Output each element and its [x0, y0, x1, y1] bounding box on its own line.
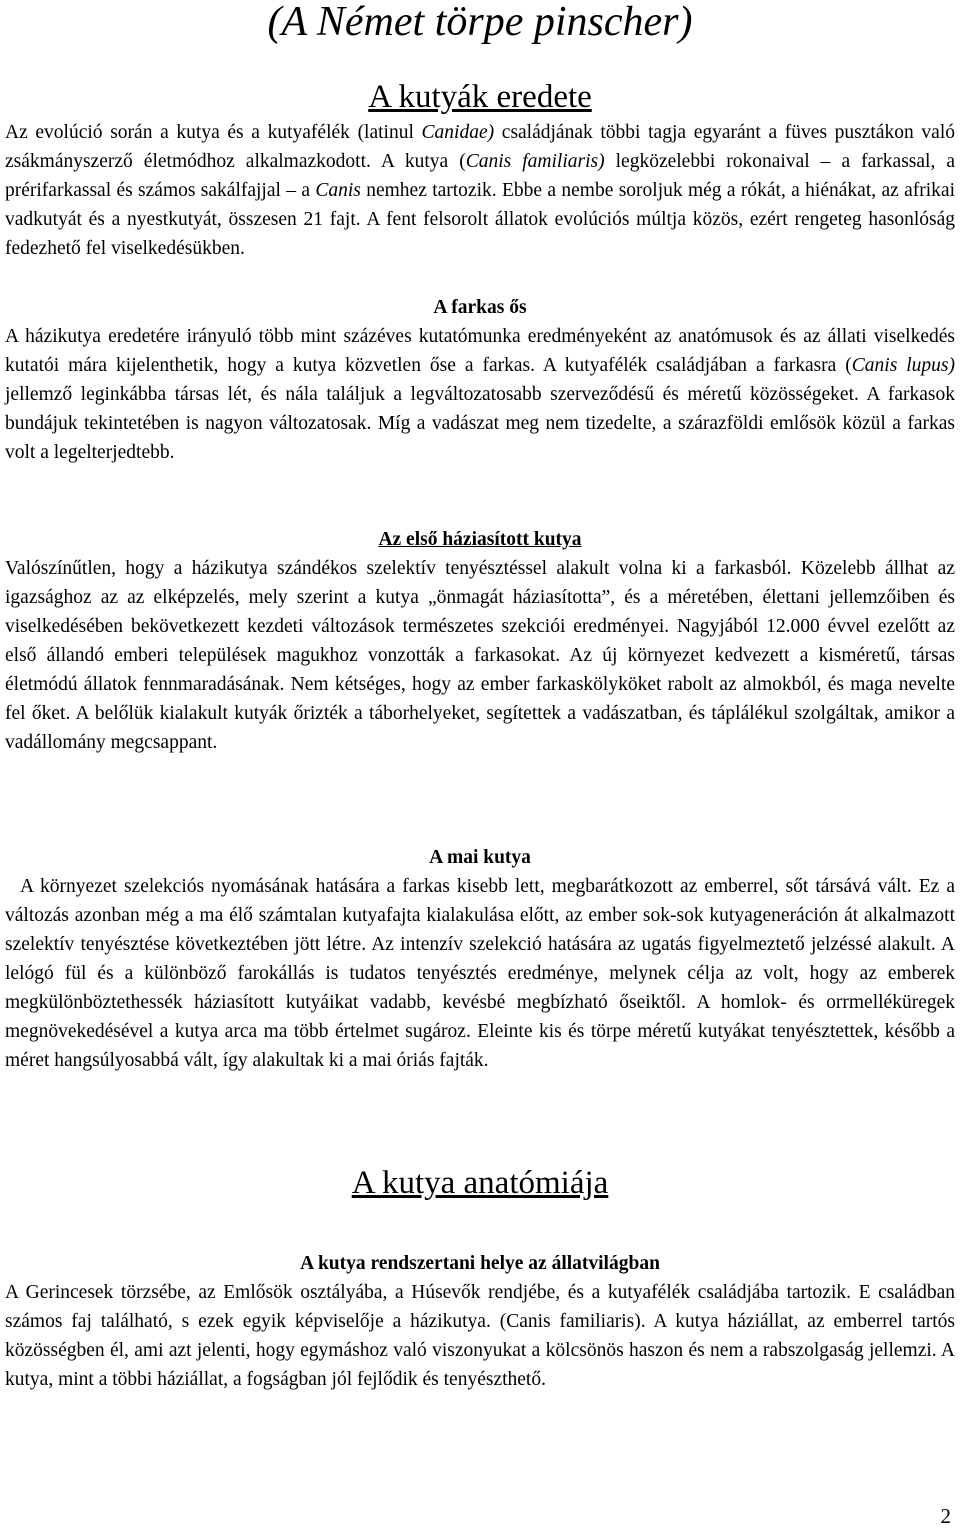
paragraph-taxonomy: A Gerincesek törzsébe, az Emlősök osztályába, a Húsevők rendjébe, és a kutyafélék családjába tartozik. E családban számos faj található, s ezek egyik képviselője a házikutya. (Canis familiaris). A kutya háziállat, az emberrel tartós közösségben él, ami azt jelenti, hogy egymáshoz való viszonyukat a kölcsönös haszon és nem a rabszolgaság jellemzi. A kutya, mint a többi háziállat, a fogságban jól fejlődik és tenyészthető.: [5, 1282, 955, 1390]
heading-modern-dog: A mai kutya: [429, 847, 531, 868]
heading-origin: A kutyák eredete: [368, 79, 592, 115]
heading-wolf: A farkas ős: [433, 297, 527, 318]
heading-taxonomy: A kutya rendszertani helye az állatvilágban: [300, 1253, 660, 1274]
document-page: [5, 0, 955, 1533]
document-title: (A Német törpe pinscher): [267, 0, 693, 45]
page-number: 2: [940, 1504, 951, 1528]
paragraph-first-domesticated: Valószínűtlen, hogy a házikutya szándékos szelektív tenyésztéssel alakult volna ki a farkasból. Közelebb állhat az igazsághoz az az elképzelés, mely szerint a kutya „önmagát háziasította”, és a méretében, élettani jellemzőiben és viselkedésében bekövetkezett kezdeti változások természetes szekciói eredményei. Nagyjából 12.000 évvel ezelőtt az első állandó emberi települések magukhoz vonzották a farkasokat. Az új környezet kedvezett a kisméretű, társas életmódú állatok fennmaradásának. Nem kétséges, hogy az ember farkaskölyköket rabolt az almokból, és maga nevelte fel őket. A belőlük kialakult kutyák őrizték a táborhelyeket, segítettek a vadászatban, és táplálékul szolgáltak, amikor a vadállomány megcsappant.: [5, 558, 955, 753]
paragraph-origin: Az evolúció során a kutya és a kutyafélék (latinul Canidae) családjának többi tagja egyaránt a füves pusztákon való zsákmányszerző életmódhoz alkalmazkodott. A kutya (Canis familiaris) legközelebbi rokonaival – a farkassal, a prérifarkassal és számos sakálfajjal – a Canis nemhez tartozik. Ebbe a nembe soroljuk még a rókát, a hiénákat, az afrikai vadkutyát és a nyestkutyát, összesen 21 fajt. A fent felsorolt állatok evolúciós múltja közös, ezért rengeteg hasonlóság fedezhető fel viselkedésükben.: [5, 122, 955, 259]
heading-anatomy: A kutya anatómiája: [351, 1165, 609, 1201]
paragraph-modern-dog: A környezet szelekciós nyomásának hatására a farkas kisebb lett, megbarátkozott az emberrel, sőt társává vált. Ez a változás azonban még a ma élő számtalan kutyafajta kialakulása előtt, az ember sok-sok kutyageneráción át alkalmazott szelektív tenyésztése következtében jött létre. Az intenzív szelekció hatására az ugatás figyelmeztető jelzéssé alakult. A lelógó fül és a különböző farokállás is tudatos tenyésztés eredménye, melynek célja az volt, hogy az emberek megkülönböztethessék háziasított kutyáikat vadabb, kevésbé megbízható őseiktől. A homlok- és orrmelléküregek megnövekedésével a kutya arca ma több értelmet sugároz. Eleinte kis és törpe méretű kutyákat tenyésztettek, később a méret hangsúlyosabbá vált, így alakultak ki a mai óriás fajták.: [5, 876, 955, 1071]
paragraph-wolf: A házikutya eredetére irányuló több mint százéves kutatómunka eredményeként az anatómusok és az állati viselkedés kutatói mára kijelenthetik, hogy a kutya közvetlen őse a farkas. A kutyafélék családjában a farkasra (Canis lupus) jellemző leginkábba társas lét, és nála találjuk a legváltozatosabb szerveződésű és méretű közösségeket. A farkasok bundájuk tekintetében is nagyon változatosak. Míg a vadászat meg nem tizedelte, a szárazföldi emlősök közül a farkas volt a legelterjedtebb.: [5, 326, 955, 463]
heading-first-domesticated: Az első háziasított kutya: [378, 529, 582, 550]
